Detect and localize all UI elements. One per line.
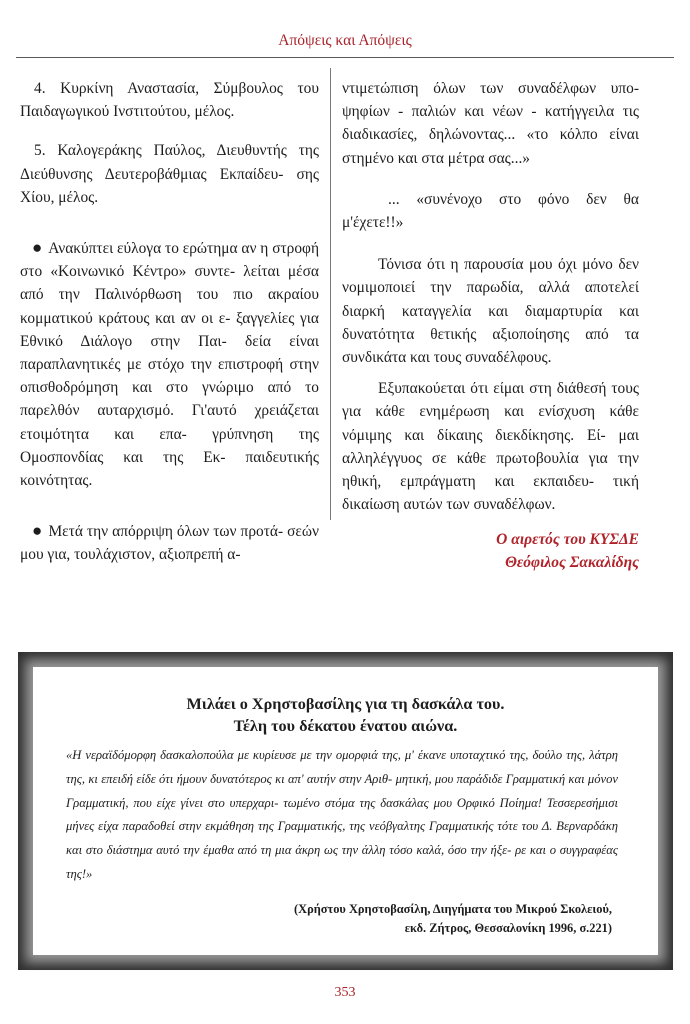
text-line: μαι αλληλέγγυος σε κάθε πρωτοβουλία	[342, 426, 639, 467]
signature-line: Θεόφιλος Σακαλίδης	[505, 554, 639, 572]
text-line: τους για κάθε ενημέρωση και ενίσχυση	[342, 380, 639, 421]
column-divider	[330, 68, 331, 520]
text-line: νομιμοποιεί την παρωδία, αλλά αποτελεί	[342, 279, 639, 297]
signature	[342, 528, 639, 574]
title-line: Τέλη του δέκατου ένατου αιώνα.	[233, 717, 458, 735]
text-line: Μετά την απόρριψη όλων των προτά-	[48, 523, 284, 541]
source-line: εκδ. Ζήτρος, Θεσσαλονίκη 1996, σ.221)	[404, 921, 612, 935]
quote-box-text	[66, 744, 618, 887]
text-line: γνώριμο από το παρελθόν αυταρχισμό.	[20, 379, 319, 420]
text-line: στροφή στο «Κοινωνικό Κέντρο» συντε-	[20, 240, 319, 281]
bullet-paragraph-1	[20, 236, 319, 492]
text-line: Γι'αυτό χρειάζεται ετοιμότητα και επα-	[20, 402, 319, 443]
bullet-icon: ●	[32, 238, 43, 258]
text-line: παιδευτικής κοινότητας.	[20, 448, 319, 490]
quote-line: ... «συνένοχο στο φόνο δεν θα μ'έχετε!!»	[342, 190, 639, 232]
text-line: δεία είναι παραπλανητικές με στόχο την	[20, 332, 319, 374]
text-line: Τόνισα ότι η παρουσία μου όχι μόνο δεν	[378, 256, 639, 274]
text-line: ακραίου κομματικού κράτους και αν οι ε-	[20, 286, 319, 327]
text-line: σεών μου για, τουλάχιστον, αξιοπρεπή α-	[20, 523, 319, 564]
bullet-paragraph-2	[20, 519, 319, 566]
paragraph-3	[342, 377, 639, 516]
text-line: Εξυπακούεται ότι είμαι στη διάθεσή	[378, 380, 607, 398]
text-line: «Η νεραϊδόμορφη δασκαλοπούλα με κυρίευσε με την ομορφιά της, μ' έκανε υποταχτικό	[66, 748, 506, 762]
text-line: 5. Καλογεράκης Παύλος, Διευθυντής της	[34, 142, 319, 160]
bullet-icon: ●	[32, 521, 43, 541]
text-line: ρε και ο συγγραφέας της!»	[66, 843, 618, 881]
page-number: 353	[334, 985, 356, 1000]
text-line: της, δούλο της, λάτρη της, κι επειδή είδε ότι ήμουν δυνατότερος κι απ' αυτήν στην Αριθ-	[66, 748, 618, 786]
text-line: Διεύθυνσης Δευτεροβάθμιας Εκπαίδευ-	[20, 165, 284, 183]
source-line: (Χρήστου Χρηστοβασίλη, Διηγήματα του Μικρού Σκολειού,	[294, 902, 612, 916]
text-line: ψηφίων - παλιών και νέων - κατήγγειλα	[342, 103, 615, 121]
signature-line: Ο αιρετός του ΚΥΣΔΕ	[496, 531, 639, 549]
text-line: για την ηθική, εμπράγματη και εκπαιδευ-	[342, 449, 640, 491]
text-line: τωμένο στόμα της δασκάλας μου Ορφικό Ποίημα! Τεσσερεσήμισι μήνες είχα παραδοθεί	[66, 795, 618, 834]
text-line: διαρκή καταγγελία και διαμαρτυρία και	[342, 302, 639, 320]
text-line: τις διαδικασίες, δηλώνοντας... «το κόλπο	[342, 103, 639, 144]
text-line: 4. Κυρκίνη Αναστασία, Σύμβουλος του	[34, 80, 319, 97]
text-line: γρύπνηση της Ομοσπονδίας και της Εκ-	[20, 425, 319, 466]
text-line: συνδικάτα και τους συναδέλφους.	[342, 349, 552, 367]
quote-source	[294, 900, 612, 938]
page-header: Απόψεις και Απόψεις	[278, 32, 412, 49]
text-line: είναι στημένο και στα μέτρα σας...»	[342, 126, 639, 167]
text-line: στην εκμάθηση της Γραμματικής, της νεόβγαλτης Γραμματικής τότε του Δ. Βερναρδάκη	[178, 819, 618, 834]
paragraph-1	[342, 77, 639, 170]
paragraph-2	[342, 253, 639, 369]
text-line: δυνατότητα θετικής αξιοποίησης από τα	[342, 325, 639, 343]
quote-box-title	[33, 693, 658, 737]
text-line: κάθε νόμιμης και δίκαιης διεκδίκησης. Εί-	[342, 403, 640, 444]
right-column	[342, 77, 639, 574]
text-line: Ανακύπτει εύλογα το ερώτημα αν η	[48, 240, 269, 258]
text-line: Παιδαγωγικού Ινστιτούτου, μέλος.	[20, 103, 235, 121]
header-rule	[16, 57, 674, 58]
text-line: σης Χίου, μέλος.	[20, 165, 319, 206]
text-line: μητική, μου παράδιδε Γραμματική και μόνον Γραμματική, που είχε γίνει στο υπερχαρι-	[66, 771, 619, 810]
text-line: ντιμετώπιση όλων των συναδέλφων υπο-	[342, 80, 639, 97]
text-line: τική δικαίωση αυτών των συναδέλφων.	[342, 473, 639, 514]
list-item-5	[20, 139, 319, 209]
text-line: ξαγγελίες για Εθνικό Διάλογο στην Παι-	[20, 309, 319, 350]
text-line: και στο διάστημα αυτό την έμαθα από τη μια άκρη ως την άλλη τόσο καλά, όσο την ήξε-	[66, 843, 512, 858]
text-line: λείται μέσα από την Παλινόρθωση του πιο	[20, 263, 319, 304]
title-line: Μιλάει ο Χρηστοβασίλης για τη δασκάλα του.	[186, 695, 505, 713]
left-column	[20, 77, 319, 567]
text-line: επιστροφή στην οπισθοδρόμηση και στο	[20, 356, 319, 397]
quote-paragraph	[66, 744, 618, 887]
list-item-4	[20, 77, 319, 123]
